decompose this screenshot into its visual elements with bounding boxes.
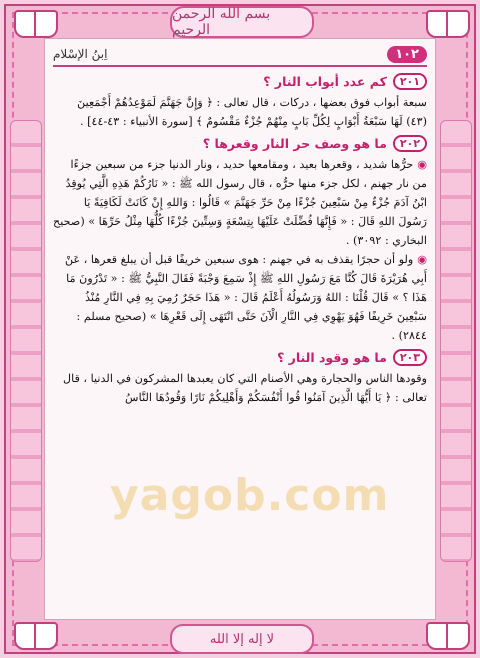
page-content <box>44 38 436 620</box>
section-203 <box>53 349 427 407</box>
section-202 <box>53 135 427 345</box>
question-heading <box>53 135 427 152</box>
side-ornament-left <box>10 120 42 562</box>
answer-paragraph <box>53 250 427 345</box>
bullet-icon: ◉ <box>413 252 427 266</box>
question-number: ٢٠٣ <box>393 349 427 366</box>
book-title: اِبنُ الإسْلام <box>53 47 108 61</box>
question-text: كم عدد أبواب النار ؟ <box>263 74 387 89</box>
question-text: ما هو وقود النار ؟ <box>277 350 387 365</box>
section-201 <box>53 73 427 131</box>
question-number: ٢٠٢ <box>393 135 427 152</box>
book-icon <box>14 622 58 650</box>
answer-text: حرُّها شديد ، وقعرها بعيد ، ومقامعها حديد ، ونار الدنيا جزء من سبعين جزءًا من نار جهنم ، لكل جزء منها حرُّه ، قال رسول الله ﷺ : « نَارُكُمْ هَذِهِ الَّتِي يُوقِدُ ابْنُ آدَمَ جُزْءٌ مِنْ سَبْعِينَ جُزْءًا مِنْ حَرِّ جَهَنَّمَ » قَالُوا : وَاللهِ إِنْ كَانَتْ لَكَافِيَةً يَا رَسُولَ اللهِ قَالَ : « فَإِنَّهَا فُضِّلَتْ عَلَيْهَا بِتِسْعَةٍ وَسِتِّينَ جُزْءًا كُلُّهَا مِثْلُ حَرِّهَا » (صحيح البخاري : ٣٠٩٢) . <box>53 158 427 247</box>
side-ornament-right <box>440 120 472 562</box>
bullet-icon: ◉ <box>413 157 427 171</box>
question-number: ٢٠١ <box>393 73 427 90</box>
answer-paragraph: سبعة أبواب فوق بعضها ، دركات ، قال تعالى : ﴿ وَإِنَّ جَهَنَّمَ لَمَوْعِدُهُمْ أَجْمَعِينَ (٤٣) لَهَا سَبْعَةُ أَبْوَابٍ لِكُلِّ بَابٍ مِنْهُمْ جُزْءٌ مَقْسُومٌ ﴾ [سورة الأنبياء : ٤٣-٤٤] . <box>77 96 427 128</box>
book-icon <box>426 622 470 650</box>
question-heading <box>53 73 427 90</box>
page-header <box>53 43 427 67</box>
top-calligraphy: بسم الله الرحمن الرحيم <box>170 6 314 38</box>
question-heading <box>53 349 427 366</box>
page-number: ١٠٢ <box>387 46 427 63</box>
answer-text: ولو أن حجرًا يقذف به في جهنم : هوى سبعين خريفًا قبل أن يبلغ قعرها ، عَنْ أَبِي هُرَيْرَةَ قَالَ كُنَّا مَعَ رَسُولِ اللهِ ﷺ إِذْ سَمِعَ وَجْبَةً فَقَالَ النَّبِيُّ ﷺ : « تَدْرُونَ مَا هَذَا ؟ » قَالَ قُلْنَا : اللهُ وَرَسُولُهُ أَعْلَمُ قَالَ : « هَذَا حَجَرٌ رُمِيَ بِهِ فِي النَّارِ مُنْذُ سَبْعِينَ خَرِيفًا فَهُوَ يَهْوِي فِي النَّارِ الْآنَ حَتَّى انْتَهَى إِلَى قَعْرِهَا » (صحيح مسلم : ٢٨٤٤) . <box>64 253 427 342</box>
watermark: yagob.com <box>110 470 390 521</box>
question-text: ما هو وصف حر النار وقعرها ؟ <box>202 136 387 151</box>
book-icon <box>14 10 58 38</box>
book-icon <box>426 10 470 38</box>
bottom-calligraphy: لا إله إلا الله <box>170 624 314 654</box>
answer-paragraph <box>53 155 427 250</box>
answer-paragraph: وقودها الناس والحجارة وهي الأصنام التي كان يعبدها المشركون في الدنيا ، قال تعالى : ﴿ يَا أَيُّهَا الَّذِينَ آمَنُوا قُوا أَنْفُسَكُمْ وَأَهْلِيكُمْ نَارًا وَقُودُهَا النَّاسُ <box>63 372 427 404</box>
